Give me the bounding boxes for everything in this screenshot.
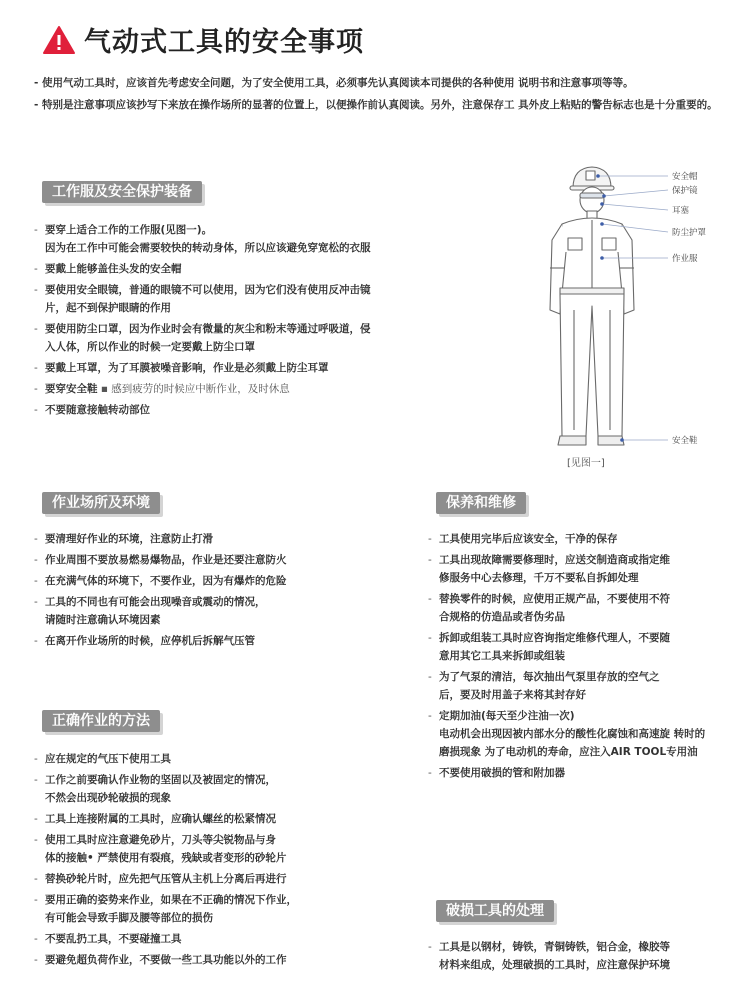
- list-item-text: - 要使用安全眼镜，普通的眼镜不可以使用，因为它们没有使用反冲击镜: [45, 284, 371, 296]
- list-item: [34, 750, 394, 768]
- figure-caption: [见图一]: [567, 458, 605, 469]
- list-item-text: - 拆卸或组装工具时应咨询指定维修代理人，不要随: [439, 632, 670, 644]
- list-item-note: ▪ 感到疲劳的时候应中断作业，及时休息: [100, 383, 290, 395]
- list-item: [34, 810, 394, 828]
- list-item-text: 合规格的仿造品或者伪劣品: [439, 611, 565, 623]
- list-item: [34, 281, 414, 317]
- page-title: 气动式工具的安全事项: [84, 27, 364, 58]
- list-item-text: - 工作之前要确认作业物的坚固以及被固定的情况，: [45, 774, 276, 786]
- section-header-workwear: 工作服及安全保护装备: [42, 181, 202, 203]
- label-earplugs: 耳塞: [672, 206, 690, 216]
- list-item-text: 片，起不到保护眼睛的作用: [45, 302, 171, 314]
- list-item: [34, 593, 394, 629]
- list-item-text: - 工具是以钢材，铸铁，青铜铸铁，铝合金，橡胶等: [439, 941, 670, 953]
- list-item-text: - 不要乱扔工具，不要碰撞工具: [45, 933, 182, 945]
- list-item-text: - 要穿上适合工作的工作服(见图一)。: [45, 224, 213, 236]
- list-item-text: - 替换砂轮片时，应先把气压管从主机上分离后再进行: [45, 873, 287, 885]
- list-item: [34, 359, 414, 377]
- list-item: [428, 629, 728, 665]
- list-item: [34, 260, 414, 278]
- list-item: [428, 551, 728, 587]
- list-item-text: 不然会出现砂轮破损的现象: [45, 792, 171, 804]
- list-item-text: - 要戴上耳罩，为了耳膜被噪音影响，作业是必须戴上防尘耳罩: [45, 362, 329, 374]
- list-item-text: - 要使用防尘口罩，因为作业时会有微量的灰尘和粉末等通过呼吸道，侵: [45, 323, 371, 335]
- list-item: [34, 870, 394, 888]
- list-item-text: - 替换零件的时候，应使用正规产品，不要使用不符: [439, 593, 670, 605]
- list-item-text: - 要戴上能够盖住头发的安全帽: [45, 263, 182, 275]
- list-item-text: 修服务中心去修理，千万不要私自拆卸处理: [439, 572, 639, 584]
- list-item-text: - 为了气泵的清洁，每次抽出气泵里存放的空气之: [439, 671, 660, 683]
- label-work-clothes: 作业服: [672, 254, 698, 264]
- list-item: [34, 831, 394, 867]
- intro-line: - 使用气动工具时，应该首先考虑安全问题，为了安全使用工具，必须事先认真阅读本司提供的各种使用 说明书和注意事项等等。: [34, 77, 634, 89]
- workwear-figure: [540, 160, 720, 470]
- list-item-text: 电动机会出现因被内部水分的酸性化腐蚀和高速旋 转时的: [439, 728, 706, 740]
- list-item-text: - 定期加油(每天至少注油一次): [439, 710, 575, 722]
- list-item: [34, 551, 394, 569]
- list-item-text: 有可能会导致手脚及腰等部位的损伤: [45, 912, 213, 924]
- list-item: [34, 771, 394, 807]
- list-item: [34, 320, 414, 356]
- list-item-text: - 应在规定的气压下使用工具: [45, 753, 171, 765]
- label-safety-shoes: 安全鞋: [672, 436, 698, 446]
- list-item-text: 后，要及时用盖子来将其封存好: [439, 689, 586, 701]
- list-item-text: - 在离开作业场所的时候，应停机后拆解气压管: [45, 635, 255, 647]
- intro-line: - 特别是注意事项应该抄写下来放在操作场所的显著的位置上，以便操作前认真阅读。另外，注意保存工 具外皮上粘贴的警告标志也是十分重要的。: [34, 99, 718, 111]
- list-item: [428, 530, 728, 548]
- list-item: [34, 530, 394, 548]
- damaged-tools-list: [428, 938, 728, 977]
- list-item: [34, 401, 414, 419]
- list-item-text: - 要用正确的姿势来作业，如果在不正确的情况下作业，: [45, 894, 297, 906]
- intro-text: [34, 72, 724, 116]
- page-header: [42, 20, 364, 59]
- list-item: [34, 221, 414, 257]
- list-item-text: - 工具上连接附属的工具时，应确认螺丝的松紧情况: [45, 813, 276, 825]
- list-item: [34, 380, 414, 398]
- list-item-text: - 工具使用完毕后应该安全，干净的保存: [439, 533, 618, 545]
- list-item-text: - 作业周围不要放易燃易爆物品，作业是还要注意防火: [45, 554, 287, 566]
- list-item: [34, 572, 394, 590]
- list-item-text: 因为在工作中可能会需要较快的转动身体，所以应该避免穿宽松的衣服: [45, 242, 371, 254]
- list-item: [428, 707, 728, 761]
- list-item-text: - 工具的不同也有可能会出现噪音或震动的情况，: [45, 596, 266, 608]
- list-item: [34, 891, 394, 927]
- label-goggles: 保护镜: [672, 186, 698, 196]
- section-header-damaged-tools: 破损工具的处理: [436, 900, 554, 922]
- list-item: [428, 668, 728, 704]
- list-item-text: 材料来组成，处理破损的工具时，应注意保护环境: [439, 959, 670, 971]
- list-item-text: - 在充满气体的环境下，不要作业，因为有爆炸的危险: [45, 575, 287, 587]
- list-item-text: 磨损现象 为了电动机的寿命，应注入AIR TOOL专用油: [439, 746, 698, 758]
- list-item-text: - 不要使用破损的管和附加器: [439, 767, 565, 779]
- maintenance-list: [428, 530, 728, 785]
- list-item-text: 要穿安全鞋: [45, 383, 98, 395]
- list-item-text: - 要清理好作业的环境，注意防止打滑: [45, 533, 213, 545]
- section-header-workplace: 作业场所及环境: [42, 492, 160, 514]
- list-item-text: - 使用工具时应注意避免砂片，刀头等尖锐物品与身: [45, 834, 276, 846]
- list-item: [34, 632, 394, 650]
- correct-method-list: [34, 750, 394, 972]
- list-item-text: - 要避免超负荷作业，不要做一些工具功能以外的工作: [45, 954, 287, 966]
- warning-icon: [42, 25, 76, 55]
- list-item-text: - 工具出现故障需要修理时，应送交制造商或指定维: [439, 554, 670, 566]
- label-safety-helmet: 安全帽: [672, 172, 698, 182]
- workwear-list: [34, 221, 414, 422]
- list-item-text: 意用其它工具来拆卸或组装: [439, 650, 565, 662]
- list-item: [428, 764, 728, 782]
- list-item-text: - 不要随意接触转动部位: [45, 404, 150, 416]
- label-dust-mask: 防尘护罩: [672, 228, 707, 238]
- workplace-list: [34, 530, 394, 653]
- section-header-correct-method: 正确作业的方法: [42, 710, 160, 732]
- list-item: [428, 590, 728, 626]
- list-item: [34, 951, 394, 969]
- list-item-text: 入人体，所以作业的时候一定要戴上防尘口罩: [45, 341, 255, 353]
- list-item: [34, 930, 394, 948]
- list-item-text: 请随时注意确认环境因素: [45, 614, 161, 626]
- list-item: [428, 938, 728, 974]
- list-item-text: 体的接触• 严禁使用有裂痕，残缺或者变形的砂轮片: [45, 852, 287, 864]
- section-header-maintenance: 保养和维修: [436, 492, 526, 514]
